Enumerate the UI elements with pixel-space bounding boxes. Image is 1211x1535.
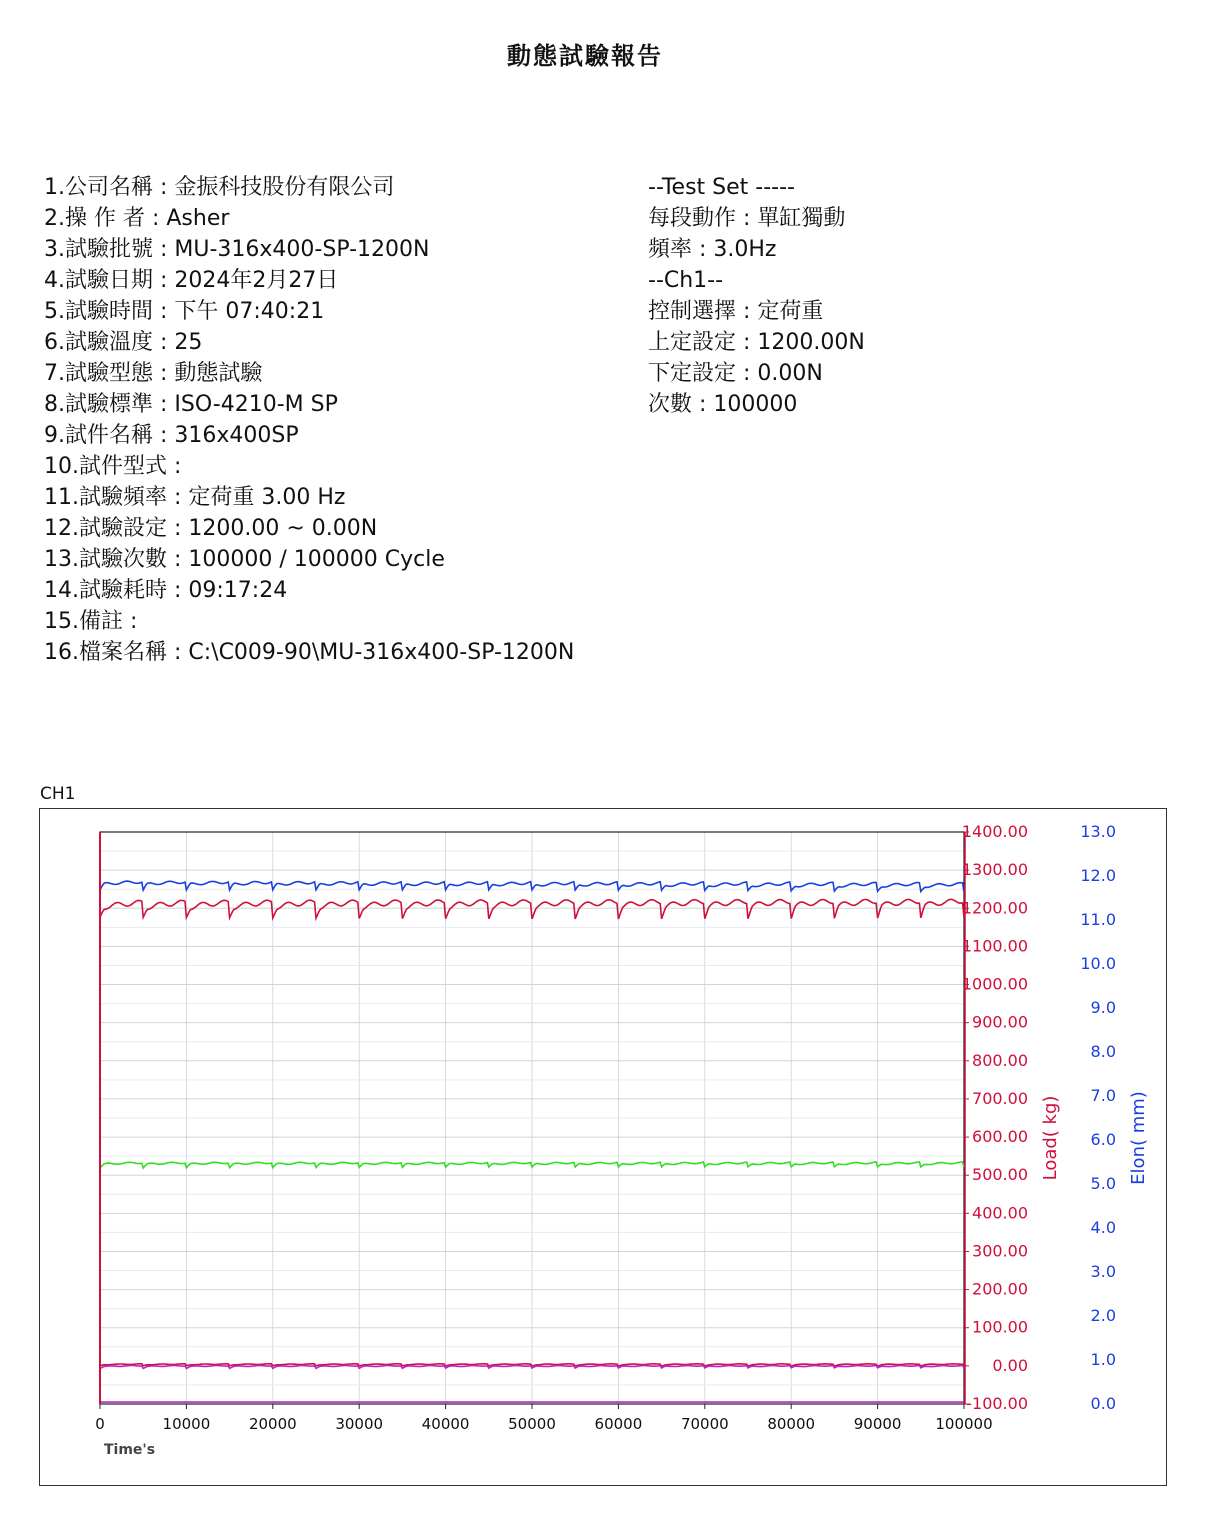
load-tick-label: 1200.00 bbox=[961, 898, 1028, 918]
load-tick-label: 400.00 bbox=[972, 1203, 1028, 1223]
report-field-line: 14.試驗耗時 : 09:17:24 bbox=[44, 578, 288, 603]
report-field-line: 2.操 作 者 : Asher bbox=[44, 206, 230, 231]
test-set-line: 每段動作 : 單缸獨動 bbox=[648, 206, 846, 231]
report-field-line: 10.試件型式 : bbox=[44, 454, 182, 479]
report-title: 動態試驗報告 bbox=[507, 42, 663, 70]
report-field-line: 12.試驗設定 : 1200.00 ~ 0.00N bbox=[44, 516, 378, 541]
load-tick-label: -100.00 bbox=[966, 1394, 1028, 1413]
report-field-line: 5.試驗時間 : 下午 07:40:21 bbox=[44, 299, 325, 324]
elon-tick-label: 6.0 bbox=[1090, 1130, 1116, 1149]
x-tick-label: 40000 bbox=[421, 1415, 470, 1433]
report-info-left bbox=[44, 172, 644, 668]
load-tick-label: 500.00 bbox=[972, 1165, 1028, 1185]
report-field-line: 8.試驗標準 : ISO-4210-M SP bbox=[44, 392, 338, 417]
load-tick-label: 300.00 bbox=[972, 1241, 1028, 1261]
elon-tick-label: 0.0 bbox=[1090, 1394, 1116, 1413]
report-field-line: 7.試驗型態 : 動態試驗 bbox=[44, 361, 263, 386]
load-tick-label: 900.00 bbox=[972, 1012, 1028, 1032]
ch1-chart-panel bbox=[39, 808, 1167, 1486]
report-field-line: 4.試驗日期 : 2024年2月27日 bbox=[44, 268, 339, 293]
elon-axis-label: Elon( mm) bbox=[1128, 1091, 1149, 1185]
x-tick-label: 80000 bbox=[767, 1415, 816, 1433]
report-field-line: 9.試件名稱 : 316x400SP bbox=[44, 423, 299, 448]
ch1-chart bbox=[40, 809, 1166, 1485]
elon-tick-label: 10.0 bbox=[1080, 954, 1116, 973]
x-tick-label: 20000 bbox=[248, 1415, 297, 1433]
report-field-line: 15.備註 : bbox=[44, 609, 138, 634]
load-tick-label: 100.00 bbox=[972, 1317, 1028, 1337]
load-tick-label: 600.00 bbox=[972, 1127, 1028, 1147]
load-tick-label: 1000.00 bbox=[961, 974, 1028, 994]
elon-tick-label: 7.0 bbox=[1090, 1086, 1116, 1105]
test-set-line: 頻率 : 3.0Hz bbox=[648, 237, 777, 262]
load-tick-label: 1300.00 bbox=[961, 860, 1028, 880]
elon-tick-label: 8.0 bbox=[1090, 1042, 1116, 1061]
report-field-line: 1.公司名稱 : 金振科技股份有限公司 bbox=[44, 175, 395, 200]
test-set-line: 控制選擇 : 定荷重 bbox=[648, 299, 824, 324]
x-tick-label: 70000 bbox=[680, 1415, 729, 1433]
load-tick-label: 0.00 bbox=[992, 1355, 1028, 1375]
load-tick-label: 1400.00 bbox=[961, 822, 1028, 841]
test-set-line: 次數 : 100000 bbox=[648, 392, 798, 417]
report-field-line: 11.試驗頻率 : 定荷重 3.00 Hz bbox=[44, 485, 346, 510]
report-field-line: 13.試驗次數 : 100000 / 100000 Cycle bbox=[44, 547, 445, 572]
elon-tick-label: 13.0 bbox=[1080, 822, 1116, 841]
test-set-line: --Test Set ----- bbox=[648, 175, 795, 200]
elon-tick-label: 9.0 bbox=[1090, 998, 1116, 1017]
elon-tick-label: 5.0 bbox=[1090, 1174, 1116, 1193]
test-set-line: 上定設定 : 1200.00N bbox=[648, 330, 865, 355]
load-axis-label: Load( kg) bbox=[1040, 1095, 1061, 1181]
test-set-line: 下定設定 : 0.00N bbox=[648, 361, 823, 386]
x-tick-label: 30000 bbox=[335, 1415, 384, 1433]
elon-tick-label: 1.0 bbox=[1090, 1350, 1116, 1369]
report-field-line: 3.試驗批號 : MU-316x400-SP-1200N bbox=[44, 237, 430, 262]
test-set-info bbox=[648, 172, 1148, 420]
load-tick-label: 800.00 bbox=[972, 1050, 1028, 1070]
load-tick-label: 700.00 bbox=[972, 1088, 1028, 1108]
elon-tick-label: 11.0 bbox=[1080, 910, 1116, 929]
report-field-line: 16.檔案名稱 : C:\C009-90\MU-316x400-SP-1200N bbox=[44, 640, 575, 665]
x-tick-label: 100000 bbox=[935, 1415, 993, 1433]
elon-tick-label: 2.0 bbox=[1090, 1306, 1116, 1325]
chart-panel-label: CH1 bbox=[40, 784, 76, 804]
x-tick-label: 90000 bbox=[853, 1415, 902, 1433]
elon-tick-label: 3.0 bbox=[1090, 1262, 1116, 1281]
load-tick-label: 200.00 bbox=[972, 1279, 1028, 1299]
x-tick-label: 50000 bbox=[508, 1415, 556, 1433]
report-field-line: 6.試驗溫度 : 25 bbox=[44, 330, 203, 355]
x-tick-label: 60000 bbox=[594, 1415, 643, 1433]
x-tick-label: 0 bbox=[95, 1415, 105, 1433]
elon-tick-label: 12.0 bbox=[1080, 866, 1116, 885]
x-axis-label: Time's bbox=[104, 1442, 156, 1458]
test-set-line: --Ch1-- bbox=[648, 268, 724, 293]
elon-tick-label: 4.0 bbox=[1090, 1218, 1116, 1237]
load-tick-label: 1100.00 bbox=[961, 936, 1028, 956]
x-tick-label: 10000 bbox=[162, 1415, 211, 1433]
